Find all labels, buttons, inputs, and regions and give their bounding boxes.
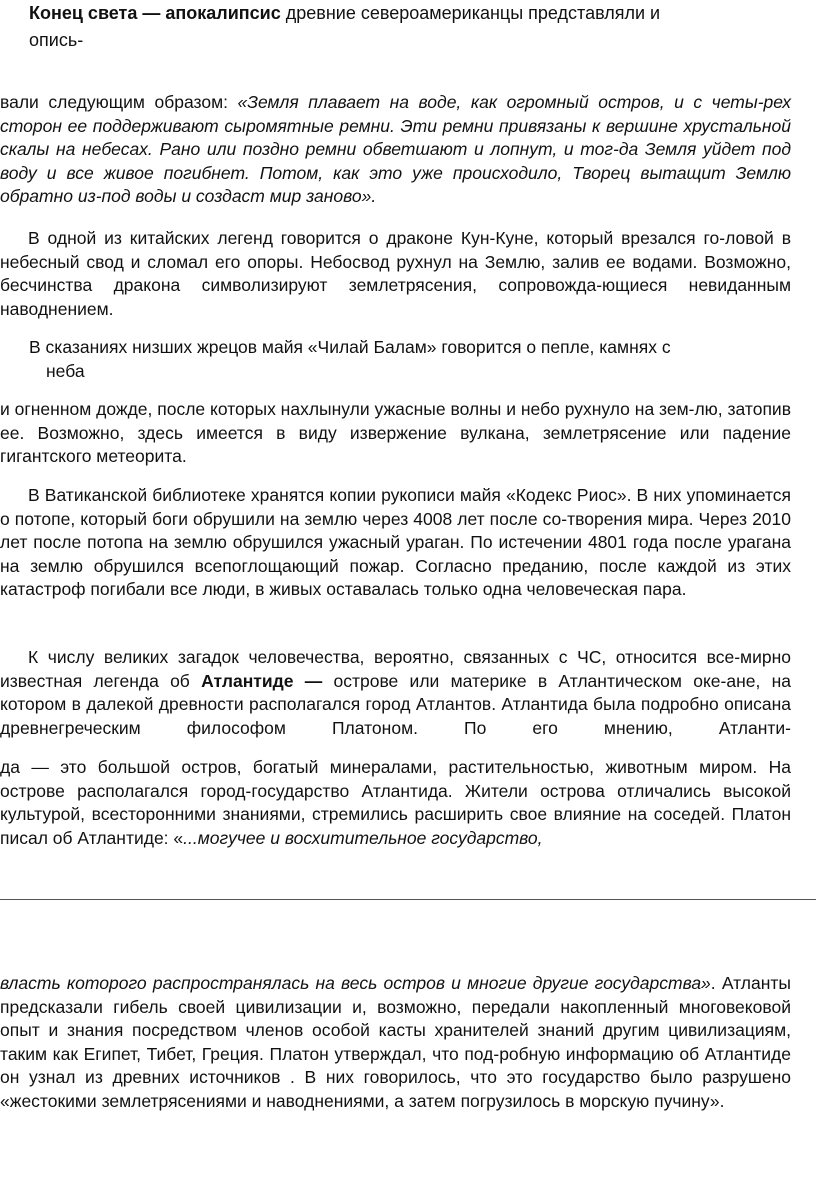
- atlantis-quote-start: ...могучее и восхитительное государство,: [183, 827, 543, 848]
- paragraph-atlantis-description: [0, 756, 791, 850]
- paragraph-kun-kun: В одной из китайских легенд говорится о драконе Кун-Куне, который врезался го-ловой в небесный свод и сломал его опоры. Небосвод рухнул на Землю, залив ее водами. Возможно, бесчинства дракона символизируют землетрясения, сопровожда-ющиеся невиданным наводнением.: [0, 228, 791, 319]
- paragraph-codex-rios: В Ватиканской библиотеке хранятся копии рукописи майя «Кодекс Риос». В них упоминается о потопе, который боги обрушили на землю через 4008 лет после со-творения мира. Через 2010 лет после потопа на землю обрушился ужасный ураган. По истечении 4801 года после урагана на землю обрушился всепоглощающий пожар. Согласно преданию, после каждой из этих катастроф погибали все люди, в живых оставалась только одна человеческая пара.: [0, 485, 791, 600]
- atlantis-description-text: да — это большой остров, богатый минералами, растительностью, животным миром. На острове располагался город-государство Атлантида. Жители острова отличались высокой культурой, всесторонними знаниями, стремились расширить свое влияние на соседей. Платон писал об Атлантиде: «: [0, 757, 791, 848]
- paragraph-chilam-balam: и огненном дожде, после которых нахлынули ужасные волны и небо рухнуло на зем-лю, затопив ее. Возможно, здесь имеется в виду извержение вулкана, землетрясение или падение гигантского метеорита.: [0, 399, 791, 467]
- chilam-balam-line-1: В сказаниях низших жрецов майя «Чилай Балам» говорится о пепле, камнях с: [29, 337, 671, 357]
- chilam-balam-line-2: неба: [46, 360, 85, 381]
- heading-line-2: опись-: [29, 30, 84, 50]
- apocalypse-intro: вали следующим образом:: [0, 92, 238, 112]
- atlantis-fate-text: . Атланты предсказали гибель своей цивилизации и, возможно, передали накопленный многовековой опыт и знания посредством членов особой касты хранителей знаний другим цивилизациям, таким как Египет, Тибет, Греция. Платон утверждал, что под-робную информацию об Атлантиде он узнал из древних источников . В них говорилось, что это государство было разрушено «жестокими землетрясениями и наводнениями, а затем погрузилось в морскую пучину».: [0, 973, 791, 1111]
- atlantis-quote-end: власть которого распространялась на весь остров и многие другие государства»: [0, 973, 711, 993]
- atlantis-bold-term: Атлантиде —: [201, 670, 323, 691]
- apocalypse-quote: «Земля плавает на воде, как огромный остров, и с четы-рех сторон ее поддерживают сыромятные ремни. Эти ремни привязаны к вершине хрустальной скалы на небесах. Рано или поздно ремни обветшают и лопнут, и тог-да Земля уйдет под воду и все живое погибнет. Потом, как это уже происходило, Творец вытащит Землю обратно из-под воды и создаст мир заново».: [0, 92, 791, 207]
- paragraph-chilam-balam-head: [29, 336, 789, 383]
- atlantis-intro-rest: острове или материке в Атлантическом оке-ане, на котором в далекой древности располагался город Атлантов. Атлантида была подробно описана древнегреческим философом Платоном. По его мнению, Атланти-: [0, 670, 792, 738]
- paragraph-atlantis-fate: [0, 972, 791, 1114]
- heading-paragraph: [29, 0, 789, 54]
- heading-bold-term: Конец света — апокалипсис: [29, 3, 281, 23]
- paragraph-apocalypse: [0, 91, 791, 209]
- heading-line-1: [29, 0, 789, 27]
- atlantis-intro-text: К числу великих загадок человечества, вероятно, связанных с ЧС, относится все-мирно известная легенда об: [0, 647, 791, 691]
- paragraph-atlantis-intro: [0, 646, 791, 740]
- heading-rest: древние североамериканцы представляли и: [280, 3, 661, 23]
- page-divider: [0, 899, 816, 900]
